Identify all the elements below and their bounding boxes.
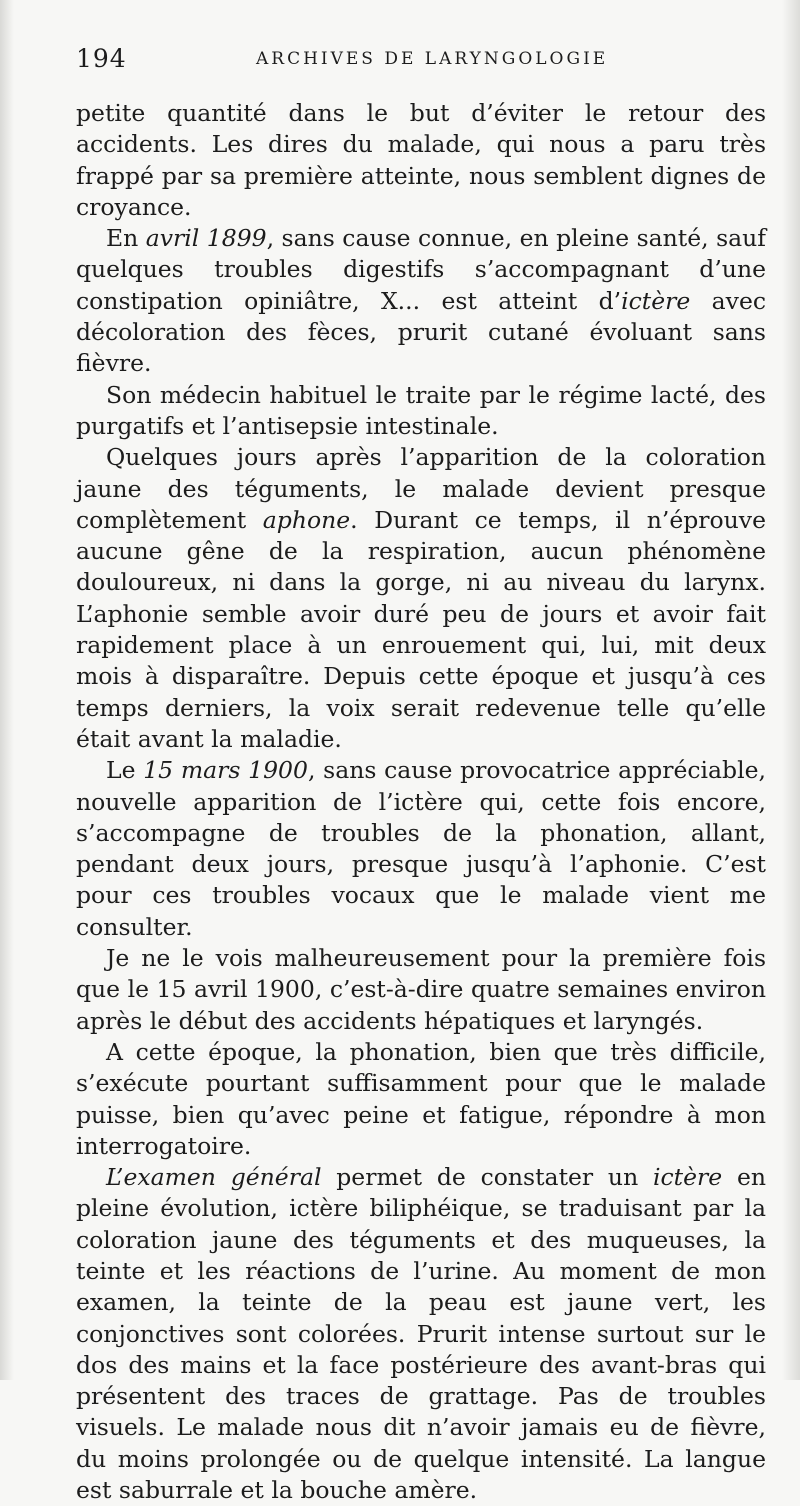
text-segment: Quelques jours après l’apparition de la coloration jaune des téguments, le malade devient presque complètement (76, 443, 766, 534)
page-number: 194 (76, 44, 127, 73)
text-segment: Son médecin habituel le traite par le régime lacté, des purgatifs et l’antisepsie intestinale. (76, 380, 766, 440)
journal-title: ARCHIVES DE LARYNGOLOGIE (256, 49, 609, 69)
text-segment: En (106, 224, 146, 253)
text-segment: , sans cause connue, en pleine santé, sauf quelques troubles digestifs s’accompagnant d’une constipation opiniâtre, X... est atteint d’ (76, 224, 767, 315)
text-segment: A cette époque, la phonation, bien que très difficile, s’exécute pourtant suffisamment pour que le malade puisse, bien qu’avec peine et fatigue, répondre à mon interrogatoire. (76, 1037, 766, 1160)
paragraph (76, 943, 766, 1037)
paragraph (76, 442, 766, 755)
italic-text: ictère (653, 1163, 723, 1192)
paragraph (76, 755, 766, 943)
body-text (76, 98, 766, 1506)
italic-text: aphone (262, 505, 351, 534)
italic-text: ictère (621, 286, 691, 315)
paragraph (76, 380, 766, 443)
italic-text: 15 mars 1900 (143, 756, 308, 785)
italic-text: L’examen général (106, 1163, 322, 1192)
paragraph (76, 98, 766, 223)
italic-text: avril 1899 (145, 224, 267, 253)
text-segment: Le (106, 756, 144, 785)
paragraph (76, 223, 766, 379)
page-edge-right (782, 0, 800, 1380)
text-segment: en pleine évolution, ictère biliphéique, se traduisant par la coloration jaune des téguments et des muqueuses, la teinte et les réactions de l’urine. Au moment de mon examen, la teinte de la peau est jaune vert, les conjonctives sont colorées. Prurit intense surtout sur le dos des mains et la face postérieure des avant-bras qui présentent des traces de grattage. Pas de troubles visuels. Le malade nous dit n’avoir jamais eu de fièvre, du moins prolongée ou de quelque intensité. La langue est saburrale et la bouche amère. (76, 1163, 766, 1505)
text-segment: , sans cause provocatrice appréciable, nouvelle apparition de l’ictère qui, cette fois encore, s’accompagne de troubles de la phonation, allant, pendant deux jours, presque jusqu’à l’aphonie. C’est pour ces troubles vocaux que le malade vient me consulter. (76, 756, 766, 941)
text-segment: avec décoloration des fèces, prurit cutané évoluant sans fièvre. (76, 286, 767, 378)
running-head (76, 44, 766, 74)
text-segment: permet de constater un (321, 1163, 653, 1192)
paragraph (76, 1162, 766, 1506)
page-edge-left (0, 0, 14, 1380)
paragraph (76, 1037, 766, 1162)
text-segment: . Durant ce temps, il n’éprouve aucune gêne de la respiration, aucun phénomène douloureux, ni dans la gorge, ni au niveau du larynx. L’aphonie semble avoir duré peu de jours et avoir fait rapidement place à un enrouement qui, lui, mit deux mois à disparaître. Depuis cette époque et jusqu’à ces temps derniers, la voix serait redevenue telle qu’elle était avant la maladie. (76, 505, 766, 753)
text-segment: petite quantité dans le but d’éviter le retour des accidents. Les dires du malade, qui nous a paru très frappé par sa première atteinte, nous semblent dignes de croyance. (76, 99, 766, 221)
text-segment: Je ne le vois malheureusement pour la première fois que le 15 avril 1900, c’est-à-dire quatre semaines environ après le début des accidents hépatiques et laryngés. (76, 944, 766, 1035)
